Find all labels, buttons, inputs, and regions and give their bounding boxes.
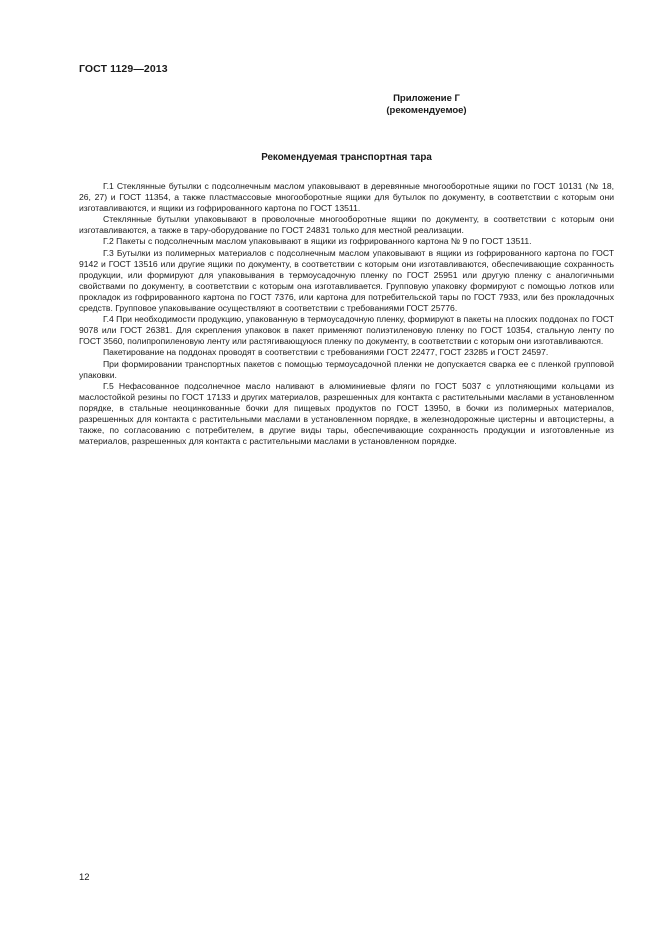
document-body [79, 181, 614, 447]
paragraph-g4: Г.4 При необходимости продукцию, упакованную в термоусадочную пленку, формируют в пакеты на плоских поддонах по ГОСТ 9078 или ГОСТ 26381. Для скрепления упаковок в пакет применяют полиэтиленовую пленку по ГОСТ 10354, стальную ленту по ГОСТ 3560, полипропиленовую ленту или растягивающуюся пленку по документу, в соответствии с которым они изготавливаются. [79, 314, 614, 347]
appendix-heading [79, 93, 614, 116]
paragraph-g1: Г.1 Стеклянные бутылки с подсолнечным маслом упаковывают в деревянные многооборотные ящики по ГОСТ 10131 (№ 18, 26, 27) и ГОСТ 11354, а также пластмассовые многооборотные ящики для бутылок по документу, в соответствии с которым они изготавливаются, и ящики из гофрированного картона по ГОСТ 13511. [79, 181, 614, 214]
section-title: Рекомендуемая транспортная тара [261, 152, 432, 163]
appendix-title: Приложение Г [393, 93, 460, 104]
paragraph-g3: Г.3 Бутылки из полимерных материалов с подсолнечным маслом упаковывают в ящики из гофрированного картона по ГОСТ 9142 и ГОСТ 13516 или другие ящики по документу, в соответствии с которым они изготавливаются, обеспечивающие сохранность продукции, или формируют для упаковывания в термоусадочную пленку по ГОСТ 25951 или другую пленку с аналогичными свойствами по документу, в соответствии с которым она изготавливается. Групповую упаковку формируют с помощью лотков или прокладок из гофрированного картона по ГОСТ 7376, или картона для потребительской тары по ГОСТ 7933, или без прокладочных средств. Групповое упаковывание осуществляют в соответствии с требованиями ГОСТ 25776. [79, 247, 614, 314]
appendix-subtitle: (рекомендуемое) [386, 104, 467, 116]
standard-header: ГОСТ 1129—2013 [79, 63, 168, 75]
paragraph-g1-wire-boxes: Стеклянные бутылки упаковывают в проволочные многооборотные ящики по документу, в соответствии с которым они изготавливаются, а также в тару-оборудование по ГОСТ 24831 только для местной реализации. [79, 214, 614, 236]
paragraph-g2: Г.2 Пакеты с подсолнечным маслом упаковывают в ящики из гофрированного картона № 9 по ГОСТ 13511. [103, 236, 532, 247]
paragraph-g4-shrink-film: При формировании транспортных пакетов с помощью термоусадочной пленки не допускается сварка ее с пленкой групповой упаковки. [79, 358, 614, 380]
page-number: 12 [79, 872, 90, 883]
paragraph-g4-pallets: Пакетирование на поддонах проводят в соответствии с требованиями ГОСТ 22477, ГОСТ 23285 и ГОСТ 24597. [103, 347, 549, 358]
paragraph-g5: Г.5 Нефасованное подсолнечное масло наливают в алюминиевые фляги по ГОСТ 5037 с уплотняющими кольцами из маслостойкой резины по ГОСТ 17133 и других материалов, разрешенных для контакта с растительными маслами в установленном порядке, в стальные неоцинкованные бочки для пищевых продуктов по ГОСТ 13950, в бочки из полимерных материалов, разрешенных для контакта с растительными маслами в установленном порядке, в железнодорожные цистерны и автоцистерны, а также, по согласованию с потребителем, в другие виды тары, обеспечивающие сохранность продукции и изготовленные из материалов, разрешенных для контакта с растительными маслами в установленном порядке. [79, 380, 614, 447]
